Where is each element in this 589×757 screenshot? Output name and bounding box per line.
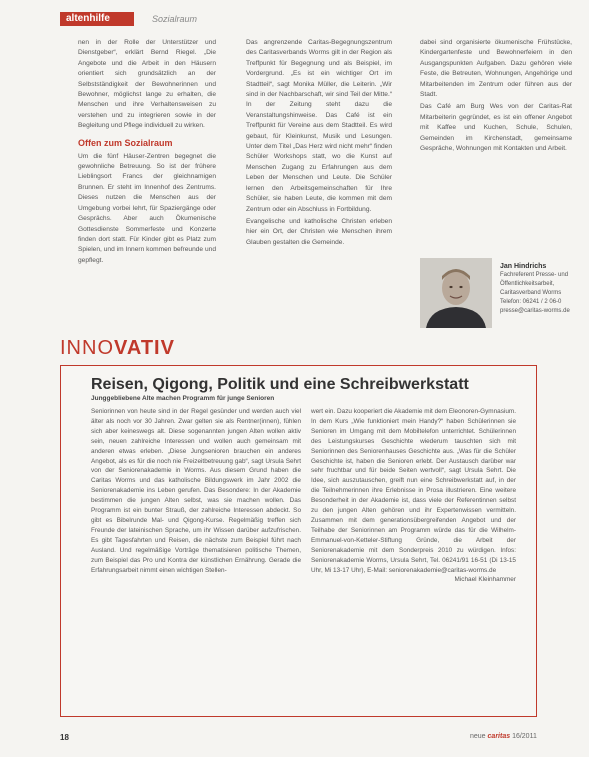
- innovativ-bold-part: VATIV: [114, 337, 175, 359]
- box-signature: Michael Kleinhammer: [454, 576, 516, 584]
- box-column-2-text: wert ein. Dazu kooperiert die Akademie mit dem Eleonoren-Gymnasium. In dem Kurs „Wie funktioniert mein Handy?“ haben Schülerinnen sie Senioren im Umgang mit dem Mobiltelefon unterrichtet. Schülerinnen des Leistungskurses Geschichte wiederum tauschten sich mit Seniorinnen des Seniorenhauses Geschichte aus. „Was für die Schüler Geschichte ist, haben die Senioren erlebt. Der Austausch darüber war sehr fruchtbar und für beide Seiten wertvoll“, sagt Ursula Sehrt. Die Idee, sich auszutauschen, greift nun eine Schreibwerkstatt auf, in der die Teilnehmerinnen ihre Erlebnisse in Prosa illustrieren. Eine weitere Besonderheit in der Akademie ist, dass viele der Referentinnen selbst zu den jungen Alten gehören und ihr Expertenwissen vermitteln. Zusammen mit dem generationsübergreifenden Angebot und der Teilhabe der Seniorinnen am Programm würde das für die Wilhelm-Emmanuel-von-Ketteler-Stiftung Gründe, die Arbeit der Seniorenakademie mit dem Sonderpreis 2010 zu würdigen. Infos: Seniorenakademie Worms, Ursula Sehrt, Tel. 06241/91 16-51 (Di 13-15 Uhr, Mi 13-17 Uhr), E-Mail: seniorenakademie@caritas-worms.de: [311, 408, 516, 574]
- footer-issue: 16/2011: [512, 733, 537, 740]
- author-name: Jan Hindrichs: [500, 263, 547, 270]
- magazine-footer: [470, 733, 537, 740]
- box-article-title: Reisen, Qigong, Politik und eine Schreibwerkstatt: [91, 376, 469, 393]
- innovativ-section-heading: [60, 337, 175, 360]
- box-column-1-text: Seniorinnen von heute sind in der Regel gesünder und werden auch viel älter als noch vor 30 Jahren. Zwar gelten sie als Rentner(innen), fühlen sich aber keineswegs alt. Diese sogenannten jungen Alten wollen aktiv sein, neuen zahlreiche Interessen und wollen auch gemeinsam mit anderen etwas erleben. „Diese Jungsenioren brauchen ein anderes Angebot, als es für die noch nie Freizeitbetreuung gab“, sagt Ursula Sehrt von der Seniorenakademie in Worms. Aus diesem Grund haben die Caritas Worms und das katholische Bildungswerk im Jahr 2002 die Seniorenakademie ins Leben gerufen. Das Besondere: In der Akademie bestimmen die jungen Alten selbst, was sie machen wollen. Das Programm ist ein bunter Strauß, der zahlreiche Interessen abdeckt. So gibt es Bibelrunde Mal- und Qigong-Kurse. Regelmäßig treffen sich Freunde der lateinischen Sprache, um ihr Wissen darüber aufzufrischen. Es gibt Tagesfahrten und Reisen, die nächste zum Beispiel führt nach Ausland. Und regelmäßige Vorträge thematisieren politische Themen, zum Beispiel das Pro und Kontra der künstlichen Ernährung. Gerade die Erfahrungsarbeit nimmt einen wichtigen Stellen-: [91, 408, 301, 574]
- innovativ-light-part: INNO: [60, 337, 114, 359]
- article-column-2: [246, 38, 392, 250]
- box-column-1: [91, 407, 301, 575]
- author-contact: Telefon: 06241 / 2 06-0 presse@caritas-worms.de: [500, 299, 570, 314]
- section-tag: Sozialraum: [152, 14, 198, 24]
- author-caption: [500, 262, 580, 316]
- box-column-2: [311, 407, 516, 585]
- column-3-paragraph-1: dabei sind organisierte ökumenische Frühstücke, Kindergartenfeste und Bewohnerfeiern in den Ausgangspunkten Aufgaben. Dazu gehören viele Feste, die Betreuten, Wohnungen, Angehörige und Mitarbeitenden im Zentrum oder führen aus der Stadt.: [420, 39, 572, 99]
- magazine-tag: altenhilfe: [60, 12, 134, 26]
- column-1-paragraph-1: nen in der Rolle der Unterstützer und Dienstgeber“, erklärt Bernd Riegel. „Die Angebote und die Arbeit in den Häusern orientiert sich grundsätzlich an der Selbstständigkeit der Bewohnerinnen und Bewohner, möglichst lange zu erhalten, die Menschen und ihre Verhaltensweisen zu verstehen und zu integrieren sowie in der Begleitung und Pflege individuell zu wirken.: [78, 39, 216, 130]
- page-number: 18: [60, 733, 69, 742]
- column-2-paragraph-1: Das angrenzende Caritas-Begegnungszentrum des Caritasverbands Worms gilt in der Region als Treffpunkt für Begegnung und als Beispiel, im Vordergrund. „Es ist ein wichtiger Ort im Stadtteil“, sagt Monika Müller, die Leiterin. „Wir sind in der Nachbarschaft, wir sind Teil der Mitte.“ In der Zeitung steht dazu die Veranstaltungshinweise. Das Café ist ein Treffpunkt für Vereine aus dem Stadtteil. Es wird gebaut, für Kleinkunst, Musik und Lesungen. Unter dem Titel „Das Herz wird nicht mehr“ finden Schüler Workshops statt, wo die Kunst auf Menschen Zugang zu Erfahrungen aus dem Leben der Menschen und Leute. Die Schüler lernen den Arbeitsgemeinschaften für Ihre Schüler, sie haben Leute, die kommen mit dem Zentrum oder ein Abschluss in Fortbildung.: [246, 39, 392, 213]
- column-3-paragraph-2: Das Café am Burg Wes von der Caritas-Rat Mitarbeiterin gegründet, es ist ein offener Angebot mit Kaffee und Kuchen, Schule, Schulen, Gemeinden im Kirchenstadt, gemeinsame Gespräche, Wohnungen mit Kontakten und Arbeit.: [420, 103, 572, 153]
- author-role: Fachreferent Presse- und Öffentlichkeitsarbeit, Caritasverband Worms: [500, 272, 569, 296]
- page-header: [60, 12, 530, 26]
- subheading-offen-zum-sozialraum: Offen zum Sozialraum: [78, 137, 173, 148]
- box-article-subtitle: Junggebliebene Alte machen Programm für junge Senioren: [91, 395, 275, 402]
- author-portrait-photo: [420, 258, 492, 328]
- column-1-paragraph-2: Um die fünf Häuser-Zentren begegnet die gewohnliche Betreuung. So ist der frühere Lieblingsort Francs der gleichnamigen Brunnen. Er steht im Innenhof des Zentrums. Dieses nutzen die Menschen aus der Umgebung vorbei lehrt, für Spaziergänge oder Gesprächs. Aber auch Ökumenische Gottesdienste Sommerfeste und Konzerte finden dort statt. Für Kinder gibt es Platz zum Spielen, und im Innern kommen befreunde und gepflegt.: [78, 152, 216, 264]
- footer-brand: caritas: [487, 733, 511, 740]
- article-column-3: [420, 38, 572, 156]
- column-2-paragraph-2: Evangelische und katholische Christen erleben hier ein Ort, der Christen wie Menschen ihrem Glauben gestalten die Gemeinde.: [246, 217, 392, 246]
- footer-prefix: neue: [470, 733, 486, 740]
- article-column-1: [78, 38, 216, 268]
- seniorenakademie-article-box: [60, 365, 537, 717]
